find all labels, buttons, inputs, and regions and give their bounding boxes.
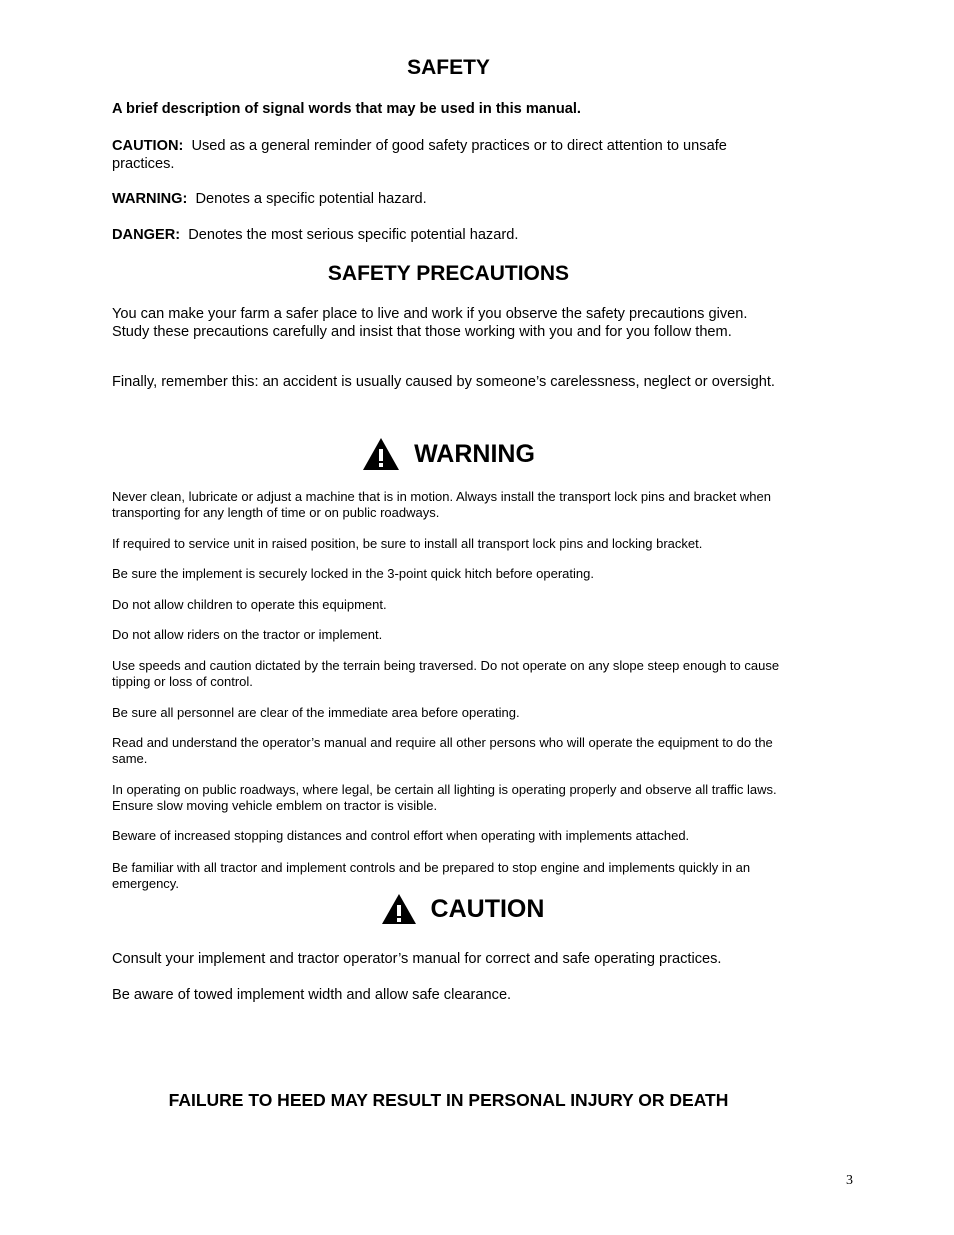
caution-item: Consult your implement and tractor operator’s manual for correct and safe operating practices. [112, 951, 722, 967]
warning-triangle-icon [381, 893, 417, 925]
caution-label: CAUTION [430, 894, 545, 923]
definition-text: Denotes a specific potential hazard. [195, 191, 427, 207]
warning-item: If required to service unit in raised position, be sure to install all transport lock pins and locking bracket. [112, 536, 703, 551]
safety-title: SAFETY [407, 56, 490, 79]
definition-caution [112, 137, 787, 173]
definition-term: CAUTION: [112, 138, 184, 154]
signal-words-intro: A brief description of signal words that may be used in this manual. [112, 101, 581, 117]
definition-text: Denotes the most serious specific potential hazard. [188, 227, 519, 243]
caution-item: Be aware of towed implement width and allow safe clearance. [112, 987, 512, 1003]
warning-item: Never clean, lubricate or adjust a machine that is in motion. Always install the transport lock pins and bracket when transporting for any length of time or on public roadways. [112, 489, 772, 520]
precautions-paragraph-2: Finally, remember this: an accident is usually caused by someone’s carelessness, neglect or oversight. [112, 374, 775, 390]
caution-header [126, 893, 799, 925]
warning-item: Be sure the implement is securely locked in the 3-point quick hitch before operating. [112, 566, 594, 581]
definition-term: WARNING: [112, 191, 188, 207]
warning-item: In operating on public roadways, where legal, be certain all lighting is operating properly and observe all traffic laws. Ensure slow moving vehicle emblem on tractor is visible. [112, 782, 777, 813]
warning-header [112, 437, 785, 471]
warning-item: Do not allow riders on the tractor or implement. [112, 627, 383, 642]
warning-item: Use speeds and caution dictated by the terrain being traversed. Do not operate on any slope steep enough to cause tipping or loss of control. [112, 658, 780, 689]
warning-item: Be familiar with all tractor and implement controls and be prepared to stop engine and implements quickly in an emergency. [112, 860, 751, 891]
safety-precautions-title: SAFETY PRECAUTIONS [327, 262, 570, 285]
warning-item: Do not allow children to operate this equipment. [112, 597, 387, 612]
page-number: 3 [846, 1173, 853, 1188]
precautions-paragraph-1: You can make your farm a safer place to live and work if you observe the safety precautions given. Study these precautions carefully and insist that those working with you and for you follow them. [112, 306, 748, 340]
failure-to-heed-notice: FAILURE TO HEED MAY RESULT IN PERSONAL INJURY OR DEATH [168, 1090, 729, 1110]
warning-item: Be sure all personnel are clear of the immediate area before operating. [112, 705, 520, 720]
warning-triangle-icon [362, 437, 400, 471]
warning-item: Read and understand the operator’s manual and require all other persons who will operate the equipment to do the same. [112, 735, 773, 766]
definition-text: Used as a general reminder of good safety practices or to direct attention to unsafe practices. [112, 138, 727, 172]
definition-danger [112, 226, 787, 244]
definition-warning [112, 190, 787, 208]
warning-label: WARNING [414, 439, 535, 468]
warning-item: Beware of increased stopping distances and control effort when operating with implements attached. [112, 828, 690, 843]
definition-term: DANGER: [112, 227, 181, 243]
